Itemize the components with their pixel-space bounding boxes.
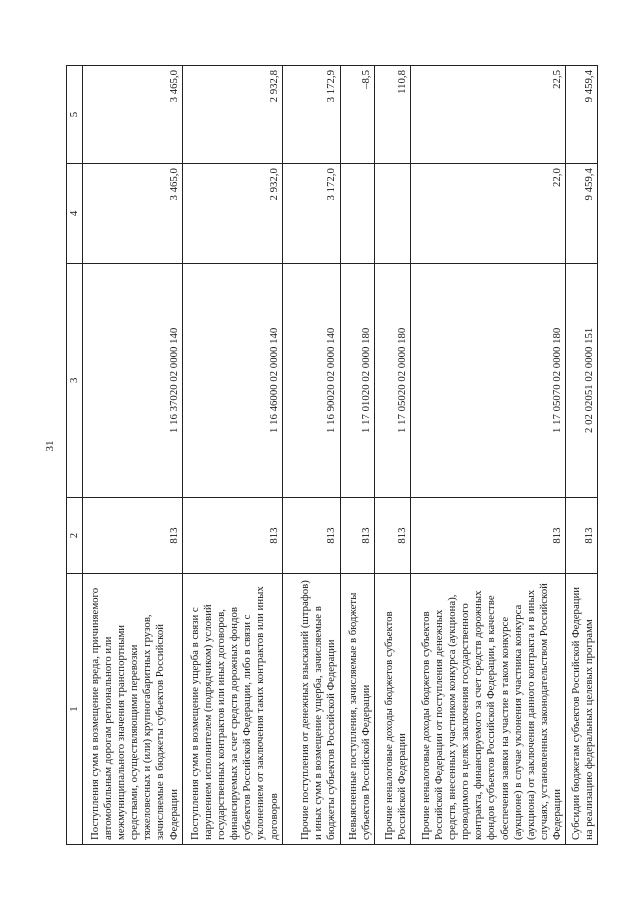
row-code: 813 [566,497,598,573]
row-value-5: 110,8 [375,66,411,164]
table-row [182,66,282,845]
row-value-5: 9 459,4 [566,66,598,164]
row-value-5: –8,5 [340,66,375,164]
row-code: 813 [282,497,340,573]
table-row [375,66,411,845]
row-name: Поступления сумм в возмещение вреда, причиняемого автомобильным дорогам регионального или межмуниципального значения транспортными средствами, осуществляющими перевозки тяжеловесных и (или) крупногабаритных грузов, зачисляемые в бюджеты субъектов Российской Федерации [82,574,182,845]
row-code: 813 [375,497,411,573]
row-code: 813 [182,497,282,573]
row-kbk: 1 17 01020 02 0000 180 [340,263,375,497]
table-row [566,66,598,845]
revenue-table [66,65,598,845]
header-col-2: 2 [67,497,83,573]
row-value-4: 22,0 [411,164,566,264]
row-kbk: 1 16 37020 02 0000 140 [82,263,182,497]
table-row [82,66,182,845]
row-value-4: 9 459,4 [566,164,598,264]
row-kbk: 1 17 05070 02 0000 180 [411,263,566,497]
table-row [411,66,566,845]
header-col-4: 4 [67,164,83,264]
row-value-4: 3 172,0 [282,164,340,264]
row-name: Невыясненные поступления, зачисляемые в бюджеты субъектов Российской Федерации [340,574,375,845]
row-name: Прочие неналоговые доходы бюджетов субъектов Российской Федерации от поступления денежных средств, внесенных участником конкурса (аукциона), проводимого в целях заключения государственного контракта, финансируемого за счет средств дорожных фондов субъектов Российской Федерации, в качестве обеспечения заявки на участие в таком конкурсе (аукционе) в случае уклонения участника конкурса (аукциона) от заключения данного контракта и в иных случаях, установленных законодательством Российской Федерации [411,574,566,845]
row-name: Прочие неналоговые доходы бюджетов субъектов Российской Федерации [375,574,411,845]
row-kbk: 1 17 05020 02 0000 180 [375,263,411,497]
page-number: 31 [44,440,56,452]
row-value-4 [340,164,375,264]
row-value-5: 3 465,0 [82,66,182,164]
row-code: 813 [340,497,375,573]
row-value-5: 2 932,8 [182,66,282,164]
row-code: 813 [82,497,182,573]
row-code: 813 [411,497,566,573]
table-row [340,66,375,845]
row-value-4: 3 465,0 [82,164,182,264]
row-value-5: 3 172,9 [282,66,340,164]
header-col-5: 5 [67,66,83,164]
row-name: Прочие поступления от денежных взысканий (штрафов) и иных сумм в возмещение ущерба, зачисляемые в бюджеты субъектов Российской Федерации [282,574,340,845]
rotated-table-container [66,65,598,845]
row-name: Субсидии бюджетам субъектов Российской Федерации на реализацию федеральных целевых программ [566,574,598,845]
row-value-4 [375,164,411,264]
header-col-3: 3 [67,263,83,497]
row-value-4: 2 932,0 [182,164,282,264]
row-name: Поступления сумм в возмещение ущерба в связи с нарушением исполнителем (подрядчиком) условий государственных контрактов или иных договоров, финансируемых за счет средств дорожных фондов субъектов Российской Федерации, либо в связи с уклонением от заключения таких контрактов или иных договоров [182,574,282,845]
header-row [67,66,83,845]
row-kbk: 2 02 02051 02 0000 151 [566,263,598,497]
row-value-5: 22,5 [411,66,566,164]
row-kbk: 1 16 46000 02 0000 140 [182,263,282,497]
row-kbk: 1 16 90020 02 0000 140 [282,263,340,497]
header-col-1: 1 [67,574,83,845]
table-row [282,66,340,845]
